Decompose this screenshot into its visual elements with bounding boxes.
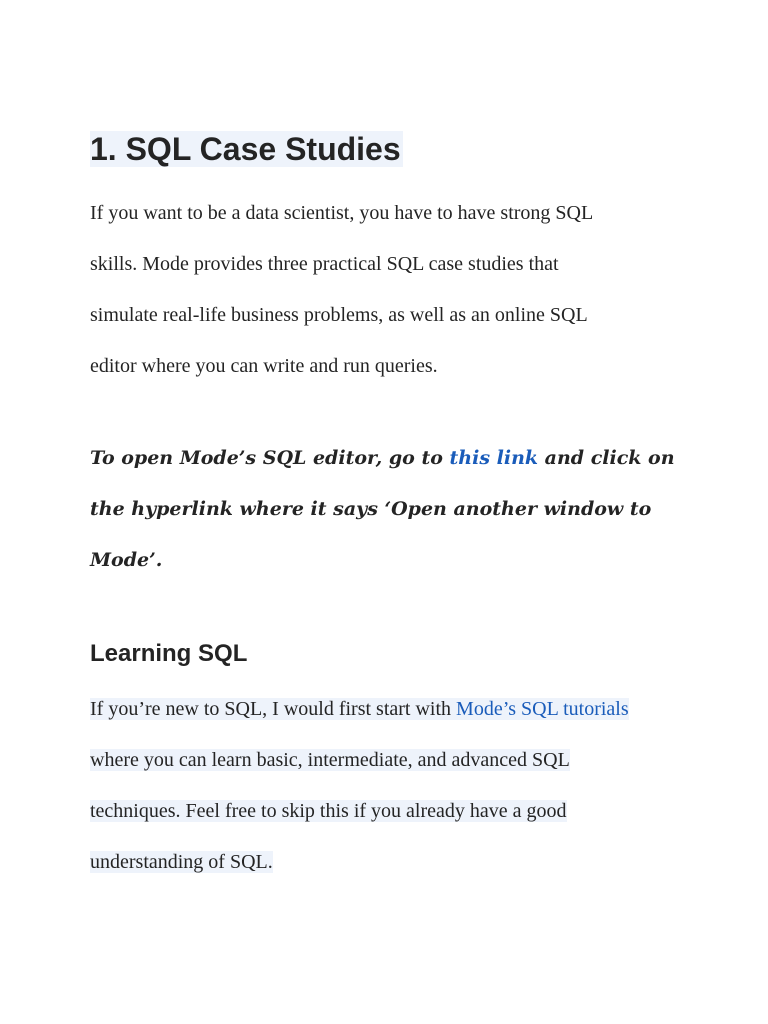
intro-line-3: simulate real-life business problems, as well as an online SQL — [90, 304, 588, 326]
intro-line-1: If you want to be a data scientist, you have to have strong SQL — [90, 202, 594, 224]
this-link[interactable]: this link — [449, 447, 539, 469]
learning-line-4-text: understanding of SQL. — [90, 851, 273, 873]
section-title — [90, 128, 403, 170]
learning-text-before-link: If you’re new to SQL, I would first start with — [90, 698, 457, 720]
callout-line-3: Mode’. — [90, 549, 163, 571]
modes-sql-tutorials-link[interactable]: Mode’s SQL tutorials — [456, 698, 629, 720]
callout-text-before-link: To open Mode’s SQL editor, go to — [90, 447, 450, 469]
learning-sql-heading: Learning SQL — [90, 640, 248, 667]
callout-text-after-link: and click on — [538, 447, 675, 469]
intro-line-2: skills. Mode provides three practical SQL case studies that — [90, 253, 559, 275]
learning-line-3 — [90, 796, 567, 826]
learning-line-2-text: where you can learn basic, intermediate, and advanced SQL — [90, 749, 570, 771]
learning-line-2 — [90, 745, 570, 775]
callout-line-1 — [90, 443, 675, 473]
learning-line-1 — [90, 694, 629, 724]
learning-line-3-text: techniques. Feel free to skip this if you already have a good — [90, 800, 567, 822]
intro-line-4: editor where you can write and run queries. — [90, 355, 438, 377]
learning-line-4 — [90, 847, 273, 877]
section-title-text: 1. SQL Case Studies — [90, 131, 401, 167]
callout-line-2: the hyperlink where it says ‘Open another window to — [90, 498, 652, 520]
